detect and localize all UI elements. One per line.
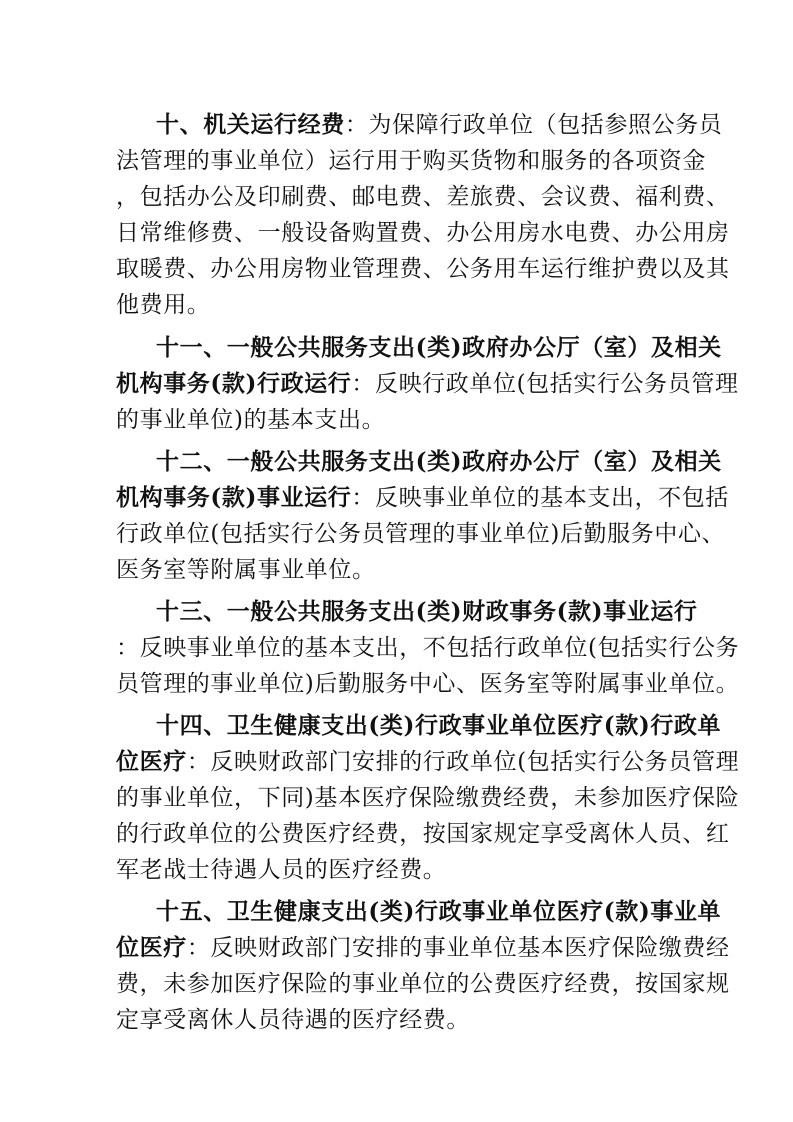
section-10-text: ，包括办公及印刷费、邮电费、差旅费、会议费、福利费、: [116, 184, 730, 210]
section-10-text: 取暖费、办公用房物业管理费、公务用车运行维护费以及其: [116, 256, 730, 282]
section-12-text: 行政单位(包括实行公务员管理的事业单位)后勤服务中心、: [116, 521, 726, 547]
section-11-heading: 十一、一般公共服务支出(类)政府办公厅（室）及相关: [156, 334, 722, 361]
section-14-text: 的事业单位，下同)基本医疗保险缴费经费，未参加医疗保险: [116, 785, 740, 811]
section-12-text: 医务室等附属事业单位。: [116, 557, 376, 583]
section-12-line-1: [156, 447, 736, 477]
section-10-text: ：为保障行政单位（包括参照公务员: [344, 112, 723, 138]
section-10-line-1: [156, 110, 736, 140]
section-14-line-1: [156, 711, 736, 741]
section-10-text: 他费用。: [116, 292, 211, 318]
section-12-line-4: [116, 555, 696, 585]
section-14-line-3: [116, 783, 740, 813]
section-12-heading: 机构事务(款)事业运行: [116, 484, 352, 511]
section-15-heading: 位医疗: [116, 934, 187, 961]
section-13-line-3: [116, 669, 740, 699]
section-11-heading: 机构事务(款)行政运行: [116, 370, 352, 397]
section-14-text: ：反映财政部门安排的行政单位(包括实行公务员管理: [186, 749, 740, 775]
section-12-heading: 十二、一般公共服务支出(类)政府办公厅（室）及相关: [156, 448, 722, 475]
section-11-line-3: [116, 405, 696, 435]
section-12-line-3: [116, 519, 726, 549]
section-15-line-2: [116, 933, 730, 963]
section-14-line-4: [116, 819, 730, 849]
section-14-heading: 位医疗: [116, 748, 187, 775]
section-14-heading: 十四、卫生健康支出(类)行政事业单位医疗(款)行政单: [156, 712, 722, 739]
section-14-line-2: [116, 747, 740, 777]
section-10-line-5: [116, 254, 730, 284]
section-15-text: 定享受离休人员待遇的医疗经费。: [116, 1007, 470, 1033]
section-13-text: 员管理的事业单位)后勤服务中心、医务室等附属事业单位。: [116, 671, 740, 697]
section-10-heading: 十、机关运行经费: [156, 111, 345, 138]
section-11-text: 的事业单位)的基本支出。: [116, 407, 386, 433]
section-10-line-3: [116, 182, 730, 212]
section-11-line-2: [116, 369, 739, 399]
section-13-heading: 十三、一般公共服务支出(类)财政事务(款)事业运行: [156, 598, 698, 625]
section-11-text: ：反映行政单位(包括实行公务员管理: [351, 371, 739, 397]
section-13-line-1: [156, 597, 736, 627]
section-12-line-2: [116, 483, 729, 513]
section-11-line-1: [156, 333, 736, 363]
section-10-text: 法管理的事业单位）运行用于购买货物和服务的各项资金: [116, 148, 706, 174]
section-15-line-3: [116, 969, 730, 999]
section-10-line-2: [116, 146, 706, 176]
section-14-text: 的行政单位的公费医疗经费，按国家规定享受离休人员、红: [116, 821, 730, 847]
section-13-line-2: [116, 633, 740, 663]
section-10-line-4: [116, 218, 730, 248]
section-15-heading: 十五、卫生健康支出(类)行政事业单位医疗(款)事业单: [156, 898, 722, 925]
section-14-text: 军老战士待遇人员的医疗经费。: [116, 857, 447, 883]
section-10-line-6: [116, 290, 696, 320]
section-14-line-5: [116, 855, 696, 885]
section-15-text: 费，未参加医疗保险的事业单位的公费医疗经费，按国家规: [116, 971, 730, 997]
section-13-text: ：反映事业单位的基本支出，不包括行政单位(包括实行公务: [116, 635, 740, 661]
section-15-line-4: [116, 1005, 696, 1035]
section-15-line-1: [156, 897, 736, 927]
section-10-text: 日常维修费、一般设备购置费、办公用房水电费、办公用房: [116, 220, 730, 246]
section-12-text: ：反映事业单位的基本支出，不包括: [351, 485, 729, 511]
section-15-text: ：反映财政部门安排的事业单位基本医疗保险缴费经: [186, 935, 730, 961]
